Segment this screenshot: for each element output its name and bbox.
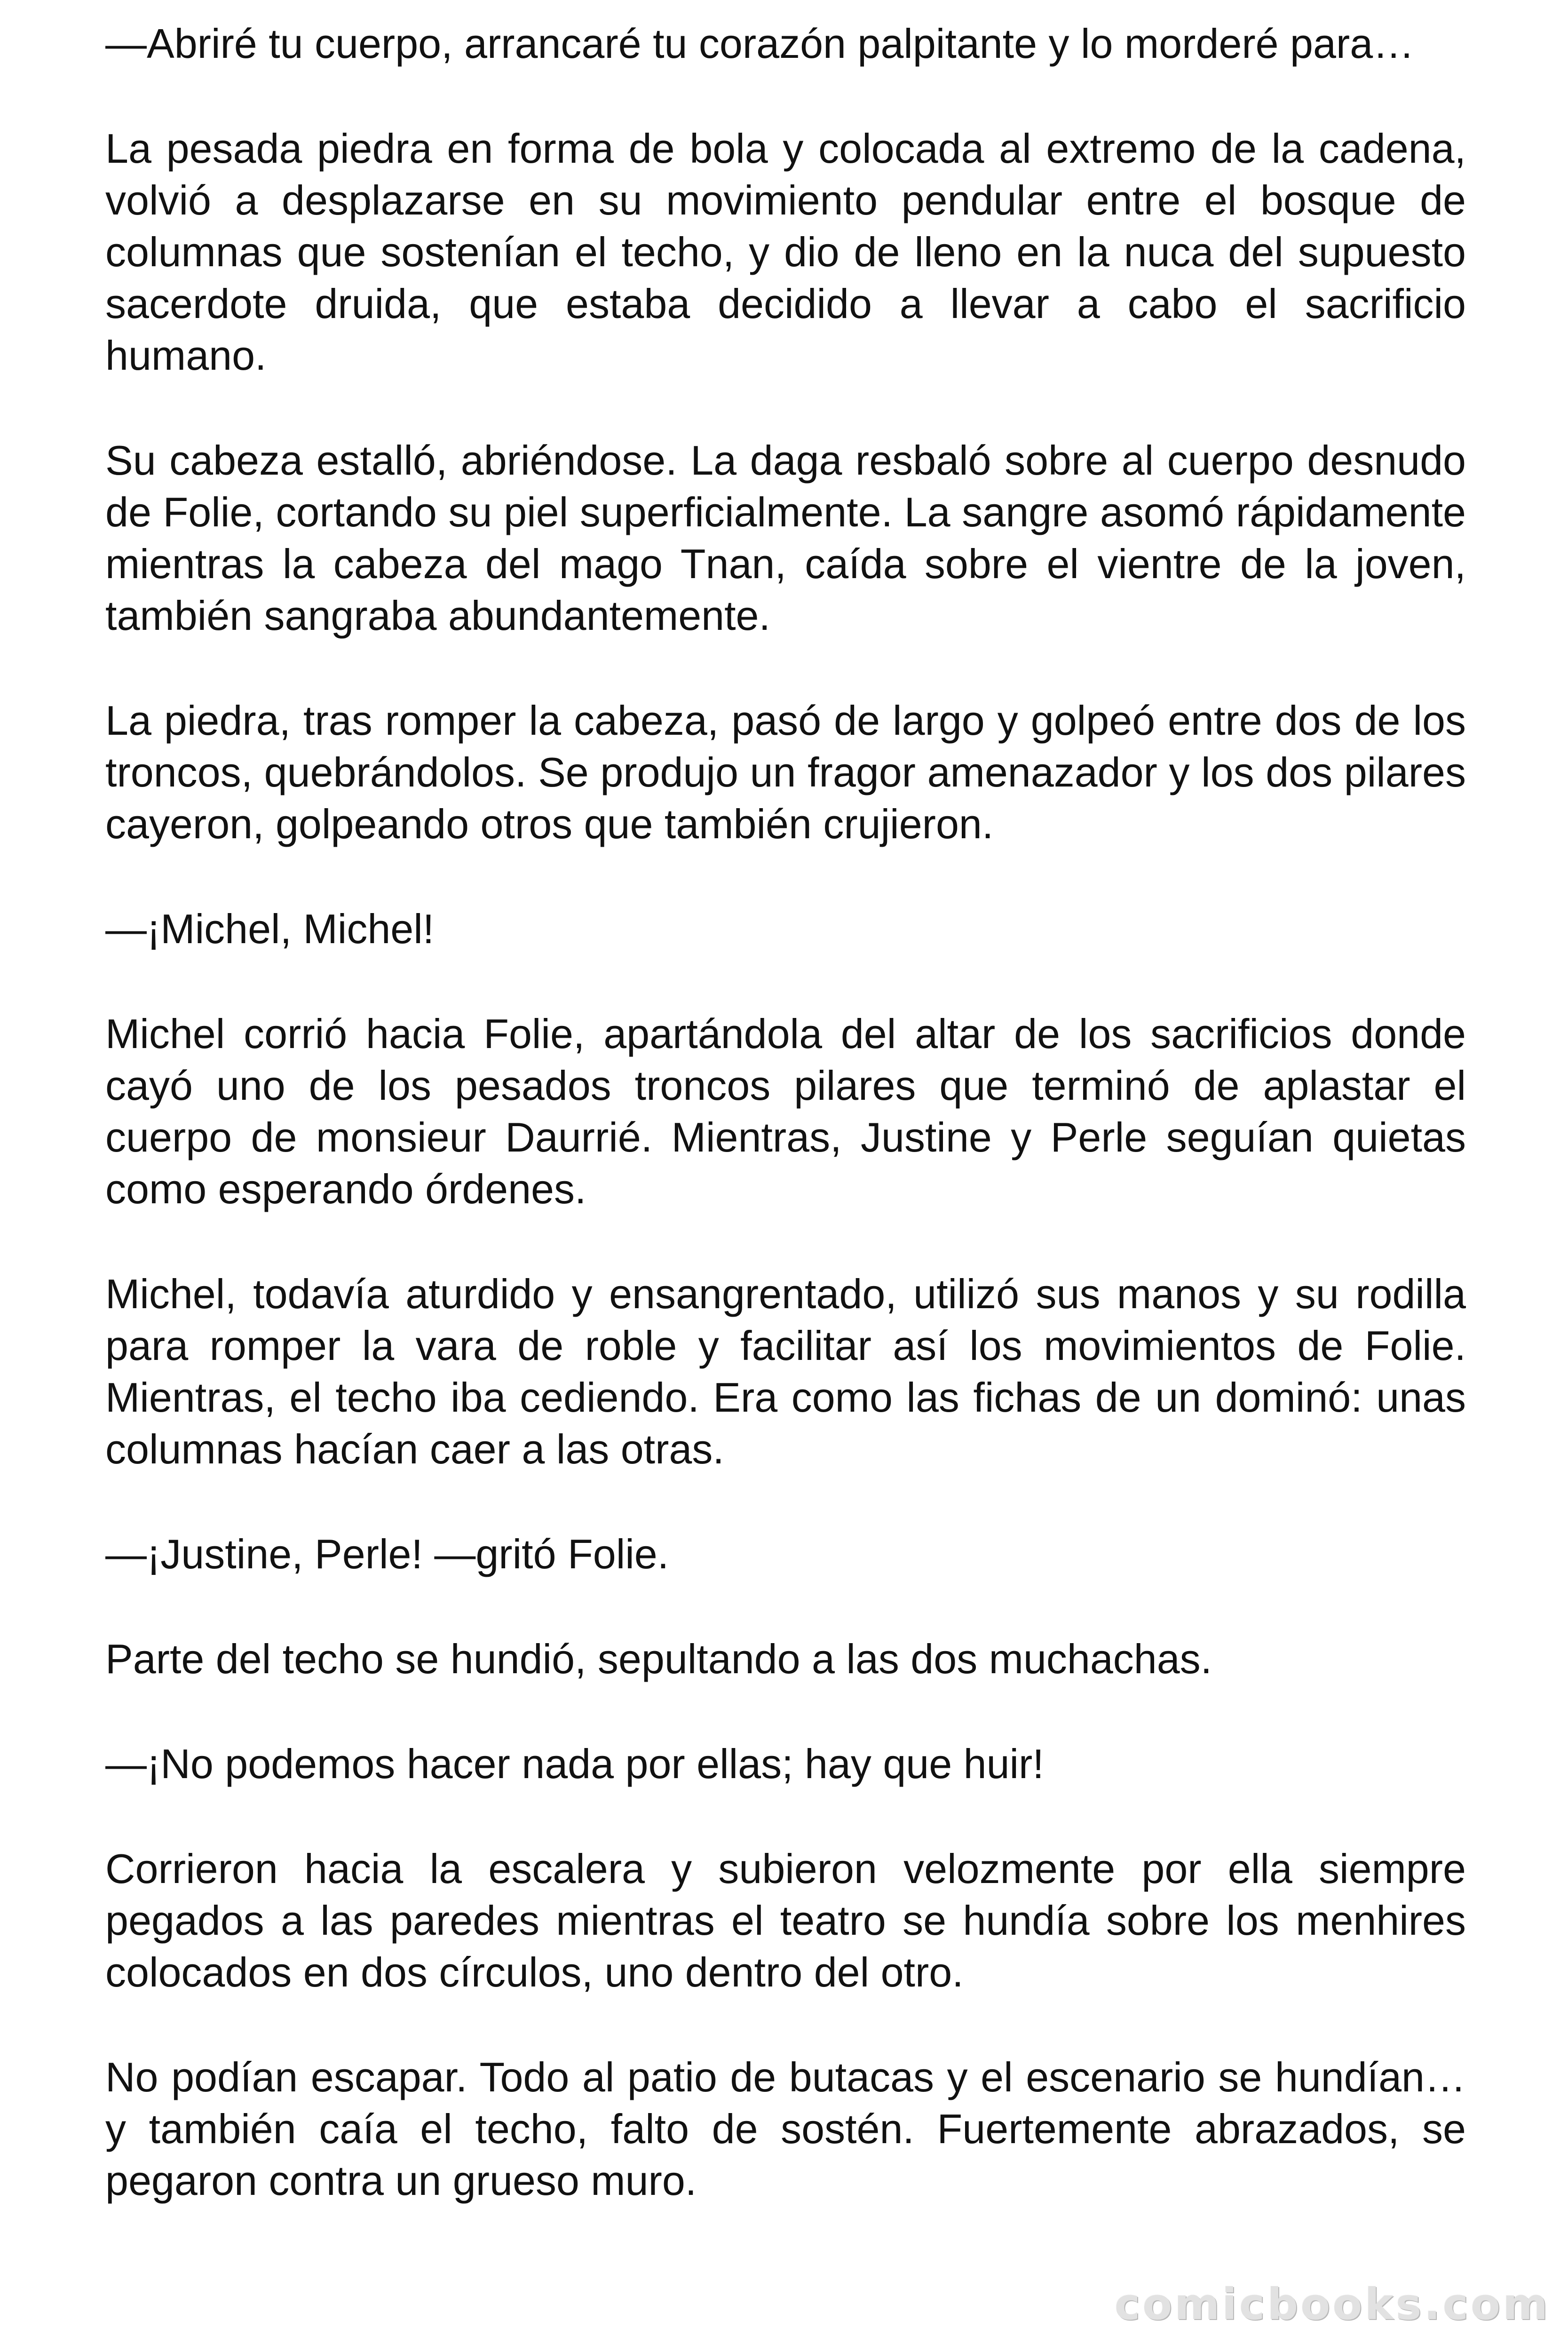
paragraph: La pesada piedra en forma de bola y colocada al extremo de la cadena, volvió a desplazarse en su movimiento pendular entre el bosque de columnas que sostenían el techo, y dio de lleno en la nuca del supuesto sacerdote druida, que estaba decidido a llevar a cabo el sacrificio humano.: [105, 125, 1466, 379]
paragraph: Parte del techo se hundió, sepultando a las dos muchachas.: [105, 1636, 1212, 1682]
paragraph: La piedra, tras romper la cabeza, pasó de largo y golpeó entre dos de los troncos, quebrándolos. Se produjo un fragor amenazador y los dos pilares cayeron, golpeando otros que también crujieron.: [105, 697, 1466, 847]
paragraph: Michel, todavía aturdido y ensangrentado, utilizó sus manos y su rodilla para romper la vara de roble y facilitar así los movimientos de Folie. Mientras, el techo iba cediendo. Era como las fichas de un dominó: unas columnas hacían caer a las otras.: [105, 1271, 1466, 1472]
text-column: [105, 18, 1466, 2207]
paragraph: No podían escapar. Todo al patio de butacas y el escenario se hundían… y también caía el techo, falto de sostén. Fuertemente abrazados, se pegaron contra un grueso muro.: [105, 2054, 1466, 2204]
paragraph: —¡Justine, Perle! —gritó Folie.: [105, 1531, 669, 1577]
paragraph: Corrieron hacia la escalera y subieron velozmente por ella siempre pegados a las paredes mientras el teatro se hundía sobre los menhires colocados en dos círculos, uno dentro del otro.: [105, 1845, 1466, 1995]
paragraph: —Abriré tu cuerpo, arrancaré tu corazón palpitante y lo morderé para…: [105, 20, 1415, 67]
paragraph: —¡No podemos hacer nada por ellas; hay que huir!: [105, 1740, 1044, 1787]
paragraph: Su cabeza estalló, abriéndose. La daga resbaló sobre al cuerpo desnudo de Folie, cortando su piel superficialmente. La sangre asomó rápidamente mientras la cabeza del mago Tnan, caída sobre el vientre de la joven, también sangraba abundantemente.: [105, 437, 1466, 639]
watermark: comicbooks.com: [1114, 2279, 1550, 2329]
paragraph: Michel corrió hacia Folie, apartándola del altar de los sacrificios donde cayó uno de los pesados troncos pilares que terminó de aplastar el cuerpo de monsieur Daurrié. Mientras, Justine y Perle seguían quietas como esperando órdenes.: [105, 1010, 1466, 1212]
paragraph: —¡Michel, Michel!: [105, 906, 435, 952]
